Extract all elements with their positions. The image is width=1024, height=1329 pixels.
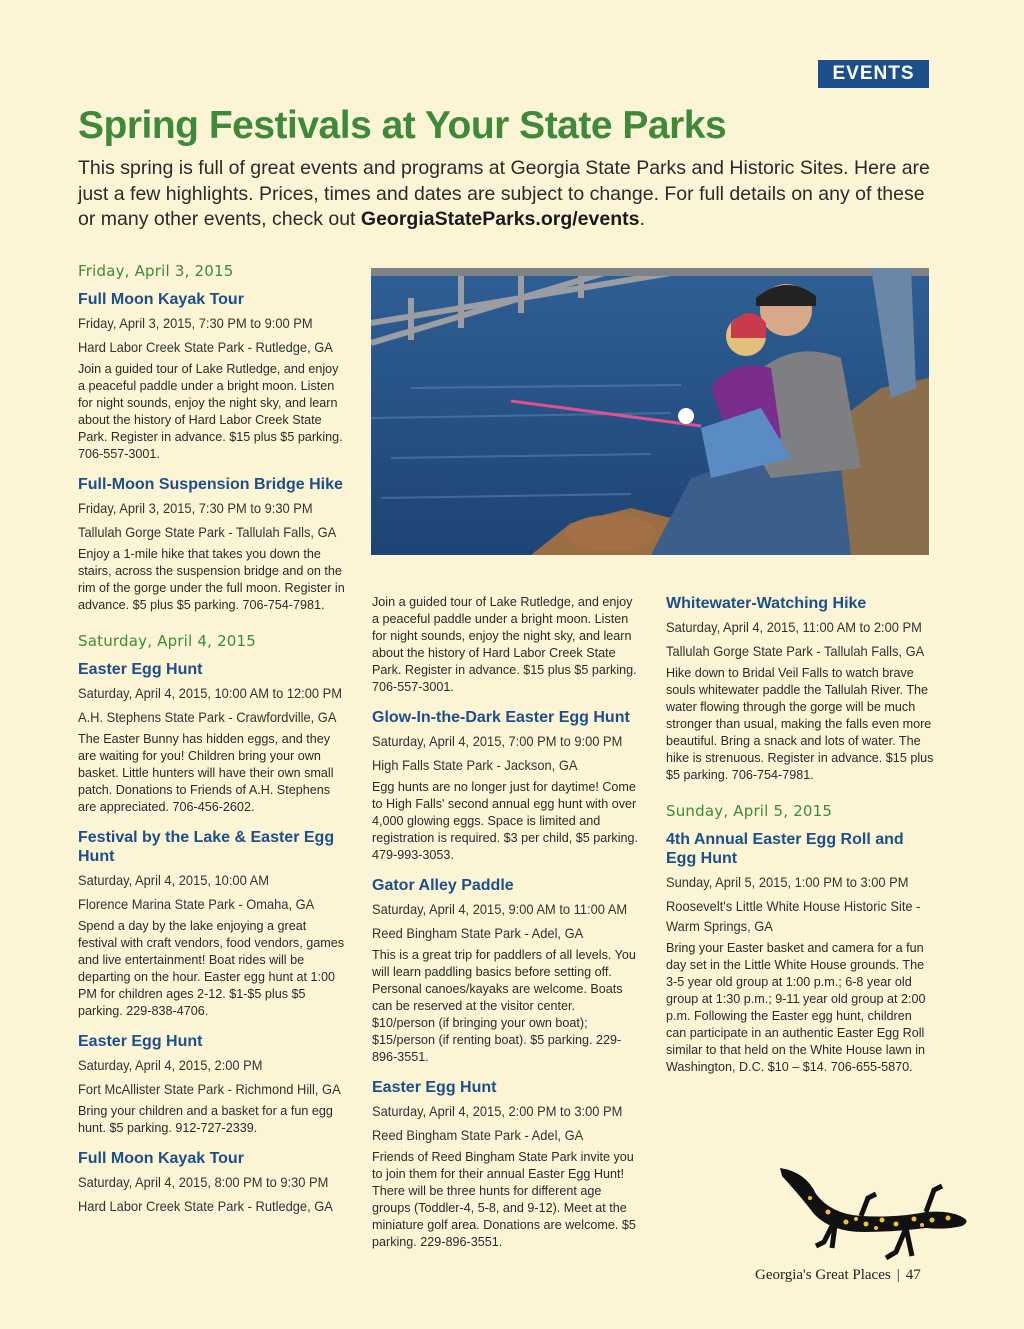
event-title: Easter Egg Hunt — [78, 1033, 203, 1050]
event-description: This is a great trip for paddlers of all levels. You will learn paddling basics before setting off. Personal canoes/kayaks are welcome. Boats can be reserved at the visitor center. $10/person (if bringing your own boat); $15/person (if renting boat). $5 parking. 229-896-3551. — [372, 948, 636, 1064]
event-location: Reed Bingham State Park - Adel, GA — [372, 1127, 584, 1143]
event-datetime: Saturday, April 4, 2015, 10:00 AM to 12:00 PM — [78, 685, 342, 701]
event-datetime: Saturday, April 4, 2015, 9:00 AM to 11:00 AM — [372, 901, 628, 917]
event-item — [78, 660, 346, 816]
page-title: Spring Festivals at Your State Parks — [78, 104, 727, 147]
intro-end: . — [639, 208, 645, 230]
event-datetime: Saturday, April 4, 2015, 10:00 AM — [78, 872, 269, 888]
event-datetime: Sunday, April 5, 2015, 1:00 PM to 3:00 PM — [666, 874, 909, 890]
event-datetime: Friday, April 3, 2015, 7:30 PM to 9:30 PM — [78, 500, 313, 516]
event-item — [78, 1149, 346, 1216]
event-datetime: Friday, April 3, 2015, 7:30 PM to 9:00 PM — [78, 315, 313, 331]
event-location: High Falls State Park - Jackson, GA — [372, 757, 578, 773]
page-number: 47 — [905, 1267, 921, 1283]
photo-father-daughter-fishing — [371, 268, 929, 555]
event-item — [666, 830, 934, 1076]
event-datetime: Saturday, April 4, 2015, 2:00 PM to 3:00 PM — [372, 1103, 623, 1119]
column-3 — [666, 594, 934, 1088]
event-datetime: Saturday, April 4, 2015, 11:00 AM to 2:00 PM — [666, 619, 922, 635]
event-location: A.H. Stephens State Park - Crawfordville, GA — [78, 709, 337, 725]
event-description: Enjoy a 1-mile hike that takes you down the stairs, across the suspension bridge and on the rim of the gorge under the full moon. Register in advance. $5 plus $5 parking. 706-754-7981. — [78, 547, 345, 612]
event-item — [78, 475, 346, 614]
event-item — [372, 876, 640, 1066]
event-location: Fort McAllister State Park - Richmond Hill, GA — [78, 1081, 341, 1097]
event-title: Easter Egg Hunt — [78, 661, 203, 678]
event-description: Hike down to Bridal Veil Falls to watch brave souls whitewater paddle the Tallulah River. The water flowing through the gorge will be much stronger than usual, making the falls even more beautiful. Bring a snack and lots of water. The hike is strenuous. Register in advance. $15 plus $5 parking. 706-754-7981. — [666, 666, 934, 782]
event-location: Hard Labor Creek State Park - Rutledge, GA — [78, 339, 333, 355]
day-heading: Sunday, April 5, 2015 — [666, 802, 833, 820]
event-title: Glow-In-the-Dark Easter Egg Hunt — [372, 709, 630, 726]
event-title: Gator Alley Paddle — [372, 877, 514, 894]
column-1 — [78, 262, 346, 1228]
section-tab: EVENTS — [818, 60, 929, 88]
event-description: Bring your children and a basket for a fun egg hunt. $5 parking. 912-727-2339. — [78, 1104, 333, 1135]
event-datetime: Saturday, April 4, 2015, 2:00 PM — [78, 1057, 263, 1073]
event-description: Egg hunts are no longer just for daytime! Come to High Falls' second annual egg hunt with over 4,000 glowing eggs. Space is limited and registration is required. $3 per child, $5 parking. 479-993-3053. — [372, 780, 639, 862]
event-title: Full-Moon Suspension Bridge Hike — [78, 476, 343, 493]
event-location: Reed Bingham State Park - Adel, GA — [372, 925, 584, 941]
publication-name: Georgia's Great Places — [755, 1267, 891, 1283]
footer-divider: | — [896, 1267, 900, 1283]
event-item — [372, 1078, 640, 1251]
column-2 — [372, 594, 640, 1263]
event-description: Friends of Reed Bingham State Park invite you to join them for their annual Easter Egg Hunt! There will be three hunts for different age groups (Toddler-4, 5-8, and 9-12). Meet at the miniature golf area. Donations are welcome. $5 parking. 229-896-3551. — [372, 1150, 636, 1249]
page-footer — [755, 1267, 921, 1284]
event-title: Easter Egg Hunt — [372, 1079, 497, 1096]
event-title: 4th Annual Easter Egg Roll and Egg Hunt — [666, 831, 904, 867]
event-item — [78, 290, 346, 463]
event-item — [78, 828, 346, 1020]
event-title: Festival by the Lake & Easter Egg Hunt — [78, 829, 335, 865]
event-description: Bring your Easter basket and camera for a fun day set in the Little White House grounds. The 3-5 year old group at 1:00 p.m.; 6-8 year old group at 1:30 p.m.; 9-11 year old group at 2:00 p.m. Following the Easter egg hunt, children can participate in an authentic Easter Egg Roll similar to that held on the White House lawn in Washington, D.C. $10 – $14. 706-655-5870. — [666, 941, 926, 1074]
intro-paragraph — [78, 156, 938, 233]
event-title: Full Moon Kayak Tour — [78, 1150, 244, 1167]
event-location: Florence Marina State Park - Omaha, GA — [78, 896, 315, 912]
event-title: Full Moon Kayak Tour — [78, 291, 244, 308]
day-heading: Friday, April 3, 2015 — [78, 262, 234, 280]
event-description: The Easter Bunny has hidden eggs, and they are waiting for you! Children bring your own basket. Little hunters will have their own small patch. Donations to Friends of A.H. Stephens are appreciated. 706-456-2602. — [78, 732, 334, 814]
website-link[interactable]: GeorgiaStateParks.org/events — [360, 208, 640, 230]
event-datetime: Saturday, April 4, 2015, 8:00 PM to 9:30 PM — [78, 1174, 329, 1190]
event-location: Tallulah Gorge State Park - Tallulah Falls, GA — [666, 643, 925, 659]
event-location: Roosevelt's Little White House Historic Site - Warm Springs, GA — [666, 898, 921, 934]
event-description: Join a guided tour of Lake Rutledge, and enjoy a peaceful paddle under a bright moon. Listen for night sounds, enjoy the night sky, and learn about the history of Hard Labor Creek State Park. Register in advance. $15 plus $5 parking. 706-557-3001. — [372, 595, 637, 694]
event-description: Spend a day by the lake enjoying a great festival with craft vendors, food vendors, games and live entertainment! Boat rides will be departing on the hour. Easter egg hunt at 1:00 PM for children ages 2-12. $1-$5 plus $5 parking. 229-838-4706. — [78, 919, 344, 1018]
event-item — [372, 708, 640, 864]
event-description: Join a guided tour of Lake Rutledge, and enjoy a peaceful paddle under a bright moon. Listen for night sounds, enjoy the night sky, and learn about the history of Hard Labor Creek State Park. Register in advance. $15 plus $5 parking. 706-557-3001. — [78, 362, 343, 461]
event-location: Tallulah Gorge State Park - Tallulah Falls, GA — [78, 524, 337, 540]
event-item — [372, 594, 640, 696]
event-item — [78, 1032, 346, 1137]
spotted-salamander-illustration — [776, 1162, 972, 1262]
day-heading: Saturday, April 4, 2015 — [78, 632, 257, 650]
event-location: Hard Labor Creek State Park - Rutledge, GA — [78, 1198, 333, 1214]
event-item — [666, 594, 934, 784]
event-title: Whitewater-Watching Hike — [666, 595, 867, 612]
event-datetime: Saturday, April 4, 2015, 7:00 PM to 9:00 PM — [372, 733, 623, 749]
intro-text: This spring is full of great events and programs at Georgia State Parks and Historic Sites. Here are just a few highlights. Prices, times and dates are subject to change. For full details on any of these or many other events, check out — [78, 157, 930, 230]
